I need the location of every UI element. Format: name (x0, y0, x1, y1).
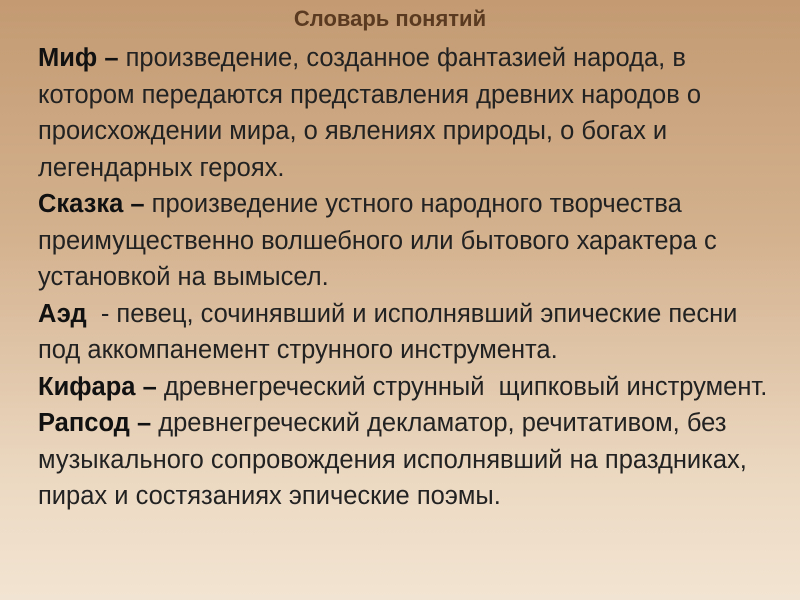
term-separator: – (135, 372, 164, 401)
slide-title: Словарь понятий (293, 6, 487, 31)
term-separator: – (123, 190, 152, 218)
definition-myth: произведение, созданное фантазией народа, в котором передаются представления древних народов о происхождении мира, о явлениях природы, о богах и легендарных героях. (38, 44, 702, 182)
glossary-entry-fairy-tale (38, 186, 778, 296)
glossary-entry-myth (38, 40, 778, 186)
term-aoidos: Аэд (38, 299, 87, 328)
glossary-entry-rhapsode (38, 405, 778, 515)
glossary (38, 40, 778, 515)
definition-rhapsode: древнегреческий декламатор, речитативом, без музыкального сопровождения исполнявший на праздниках, пирах и состязаниях эпические поэмы. (38, 409, 747, 510)
term-separator: - (86, 299, 117, 328)
term-rhapsode: Рапсод (38, 409, 130, 437)
definition-aoidos: певец, сочинявший и исполнявший эпические песни под аккомпанемент струнного инструмента. (38, 299, 738, 364)
term-separator: – (129, 409, 159, 437)
definition-fairy-tale: произведение устного народного творчества преимущественно волшебного или бытового характера с установкой на вымысел. (38, 190, 717, 291)
term-separator: – (97, 44, 126, 72)
term-myth: Миф (38, 44, 98, 72)
definition-kithara: древнегреческий струнный щипковый инструмент. (163, 372, 768, 401)
term-fairy-tale: Сказка (38, 190, 124, 218)
term-kithara: Кифара (38, 372, 136, 401)
glossary-entry-aoidos (38, 296, 778, 369)
glossary-entry-kithara (38, 369, 778, 406)
